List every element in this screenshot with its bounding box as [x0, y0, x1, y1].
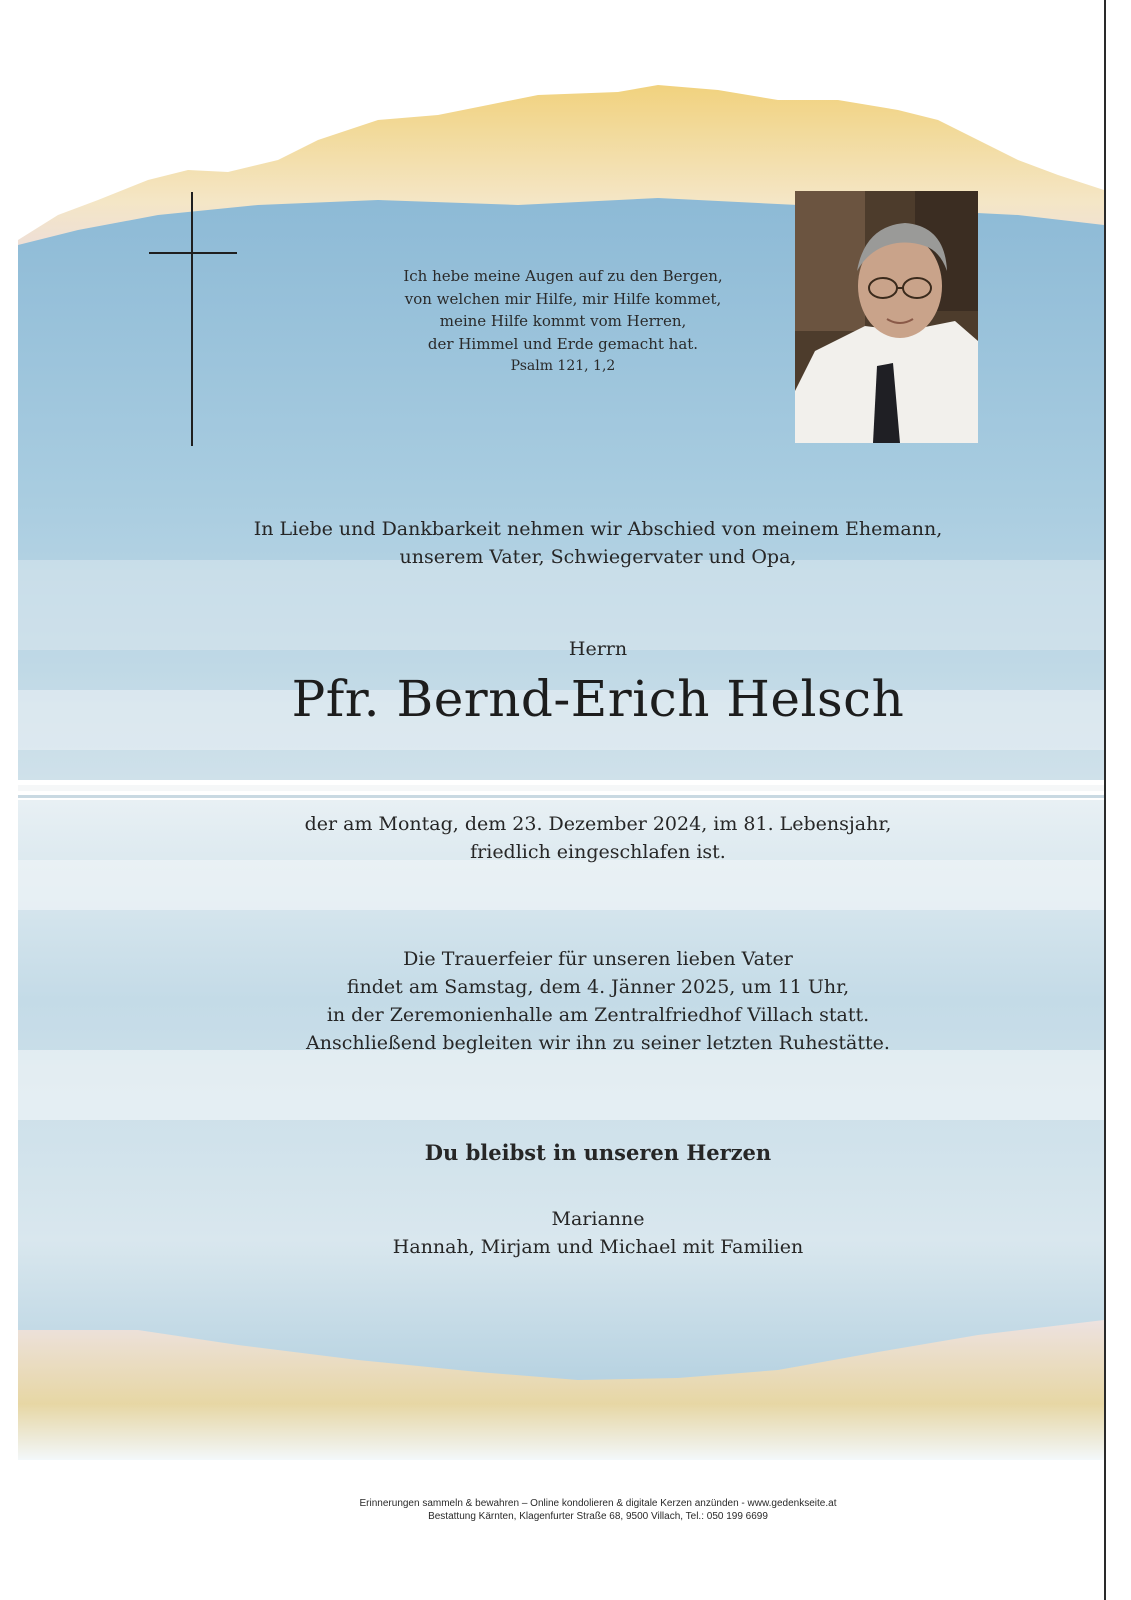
obituary-page: [18, 0, 1104, 1600]
verse-line: Ich hebe meine Augen auf zu den Bergen,: [403, 267, 723, 285]
funeral-details: [138, 945, 1058, 1057]
portrait-photo: [795, 191, 978, 443]
footer-line: Bestattung Kärnten, Klagenfurter Straße 68, 9500 Villach, Tel.: 050 199 6699: [428, 1511, 768, 1522]
cross-symbol: [149, 192, 237, 446]
verse-line: der Himmel und Erde gemacht hat.: [427, 334, 699, 353]
funeral-line: Anschließend begleiten wir ihn zu seiner letzten Ruhestätte.: [306, 1032, 890, 1054]
intro-text: [138, 515, 1058, 571]
verse-line: von welchen mir Hilfe, mir Hilfe kommet,: [404, 289, 722, 308]
funeral-line: in der Zeremonienhalle am Zentralfriedhof Villach statt.: [326, 1004, 870, 1026]
death-line: der am Montag, dem 23. Dezember 2024, im 81. Lebensjahr,: [304, 813, 892, 835]
verse-reference: Psalm 121, 1,2: [510, 358, 616, 374]
death-line: friedlich eingeschlafen ist.: [470, 841, 726, 863]
funeral-line: Die Trauerfeier für unseren lieben Vater: [403, 948, 793, 970]
intro-line: In Liebe und Dankbarkeit nehmen wir Abschied von meinem Ehemann,: [253, 518, 943, 540]
mourner-line: Marianne: [551, 1208, 645, 1230]
death-notice: [138, 810, 1058, 866]
footer: [138, 1497, 1058, 1523]
verse-line: meine Hilfe kommt vom Herren,: [439, 312, 687, 330]
deceased-name: Pfr. Bernd-Erich Helsch: [291, 670, 905, 728]
funeral-line: findet am Samstag, dem 4. Jänner 2025, um 11 Uhr,: [346, 976, 850, 998]
page-edge: [1104, 0, 1106, 1600]
salutation: Herrn: [568, 638, 628, 660]
motto: Du bleibst in unseren Herzen: [424, 1140, 772, 1165]
footer-line: Erinnerungen sammeln & bewahren – Online kondolieren & digitale Kerzen anzünden - www.gedenkseite.at: [359, 1498, 837, 1509]
mourner-line: Hannah, Mirjam und Michael mit Familien: [392, 1236, 804, 1258]
mourners: [138, 1205, 1058, 1261]
intro-line: unserem Vater, Schwiegervater und Opa,: [399, 546, 797, 568]
psalm-verse: [338, 265, 788, 378]
